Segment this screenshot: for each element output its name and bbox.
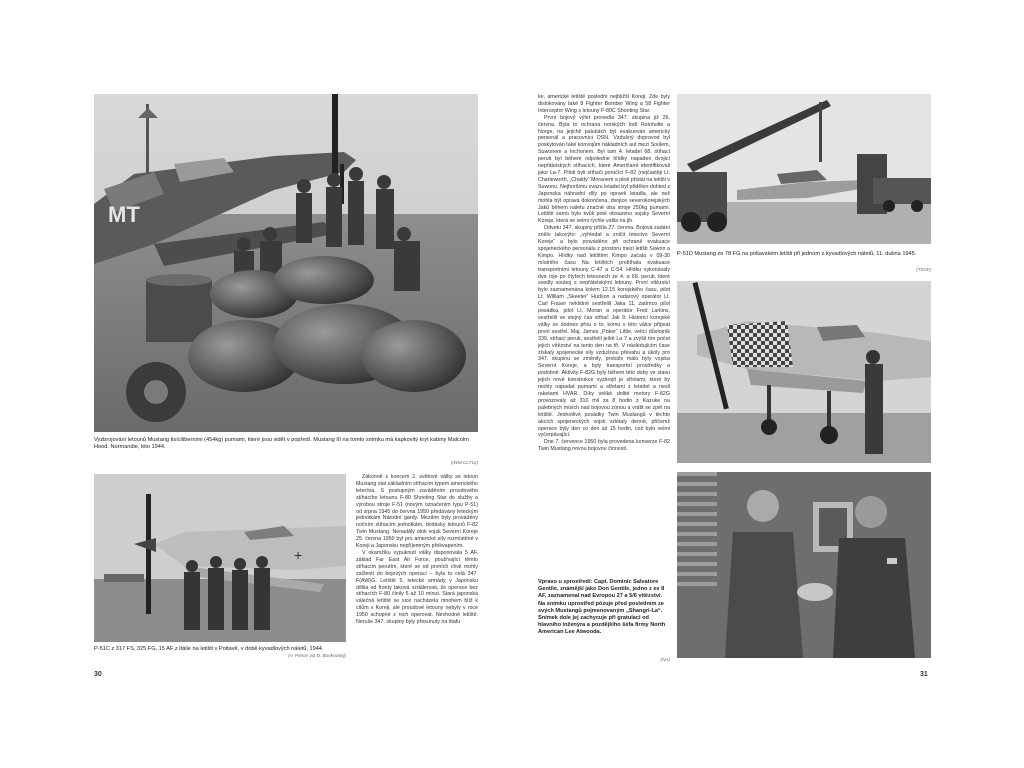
- photo-3-p51d-crane: [677, 94, 931, 244]
- photo-5-caption: Vpravo u zprostředí: Capt. Dominic Salvatore Gentile, známější jako Don Gentile, jedno z es 8 AF, zaznamenal nad Evropou 27 a 5/6 vítězství. Na snímku uprostřed pózuje před posledním ze svých Mustangů pojmenovaným „Shangri-La“. Snímek dole jej zachycuje při gratulaci od hlavního inženýra a pozdějšího šéfa firmy North American Lee Atwooda.: [538, 579, 666, 636]
- photo-3-credit: (TSAF): [916, 267, 931, 272]
- left-paragraph: Zákonně s koncem 2. světové války se letoun Mustang stal základním stíhacím typem amerického letectva. S postupným zaváděním proudového stíhacího letounu F-80 Shooting Star do služby a výrobou stroje F-51 (novým označením typu P-51) od srpna 1945 do června 1950 předávány leteckým jednotkám Národní gardy. Mezitím byly prováděny nočním stíhacím jednotkám, dodávky letounů F-82 Twin Mustang. Nenadálý útok vojsk Severní Koreje 25. června 1950 byl pro americké síly rozmístěné v Koreji a Japonsku nepříjemným překvapením.: [356, 474, 478, 550]
- svg-text:MT: MT: [108, 202, 140, 227]
- middle-paragraph: První bojový výlet provedla 347. skupina již 26. června. Byla to ochrana norských lodí Reinholte a Norge, na jejichž palubách byl evakuován americký personál a pracovníci OSN. Vzdušný doprovod byl poskytován také konvojům nákladních aut mezi Soulem, Suwonem a Inchonem. Byl tam 4. letadel 68. stíhací peruti byl během odpoledne hlídky napaden dvojicí nepřátelských stíhacích, které Američané identifikovali jako La-7. Piloti byli stíhači poručíci F-82 (nejčastěji Lt. Charleworth, „Chaldy“ Moranem a plně přistál na letišti v Suwonu. Nejhoršímu svazu letadel byl přidělen dohled z Japonska náhradní díly po opravě letadla, ale než mohla být oprava dokončena, dvojice severokorejských Jaků během náletu značně oba stroje 250kg pumami. Letiště samo bylo kvůli poté obsazeno vojsky Severní Koreje, která se velmi rychle valila na jih.: [538, 114, 670, 225]
- middle-paragraph: Odvetu 347. skupiny přišla 27. června. Bojová zadání znělo takovýto: „vyhledat a zničit letectvo Severní Koreje“ a bylo prováděno při ochraně evakuace spojeneckého personálu z prostoru mezi letišti Suwon a Kimpo. Hlídky nad letištěm Kimpo začala v 09-30 místního času Na letištích probíhala evakuace transportními letouny C-47 a C-54. Hlídku vykonávaly dva roje po čtyřech letounech ze 4. a 68. peruti, které svedly souboj s nepřátelskými letouny. První vítězství bylo zaznamenána kolem 12.15 korejského času, pilot Lt. William „Skeeter“ Hudson a radarový operátor Lt. Carl Fraser neklidně sestřelili Jaka 11, zatímco pilot posádka, pilot Lt. Moran a operátor Fred Larkins, sestřelili ve stejný čas stíhač Jak 9. Historici korejské války se dodnes přou o to, komu v této válce připsat první sestřel. Maj. James „Poker“ Little, velící důstojník 339. stíhací peruti, sestřelil ještě La 7 a zvýšil tím počet jejich vítězství na tento den na tři. V následujícím čase získaly spojenecké síly vzdušnou převahu a úkoly pro 347. skupinu se změnily, protože málo byly vojska Severní Koreje, a byly transportní prostředky a podobně. Aktivity F-82G byly během této doby ve stavu jejich nové konstrukce vyzbrojit je střelami, které by mohly napadat pumami a střelami z letadel a nesli raketami HVAR. Díky veliké dolité motory F-82G provozovaly až 310 mil za 8 hodin z Kazuke na palebných misích nad bojovou zónou a vrátit se zpět na letiště. Jednotlivé posádky Twin Mustangů v těchto akcích spojeneckých vojsk vzlétaly denně, přičemž operace byly den co den až 15 hodin, což bylo velmi vyčerpávající.: [538, 225, 670, 439]
- photo-2-p51c-poltava: [94, 474, 346, 642]
- photo-5-gentile-handshake: [677, 472, 931, 658]
- left-text-column: [356, 474, 478, 664]
- photo-5-credit: (NA): [660, 657, 670, 662]
- photo-1-armorers-loading-bombs: [94, 94, 478, 432]
- photo-2-caption: P-51C z 317 FS, 325 FG, 15 AF z Itálie na letišti v Poltavě, v době kyvadlových náletů, 1944.: [94, 646, 324, 652]
- photo-1-caption: Vyzbrojování letounů Mustang tisícilibernimi (454kg) pumami, které jsou vidět v popředí. Mustang III na tomto snímku má kapkovitý kryt kabiny Malcolm Hood. Normandie, léto 1944.: [94, 437, 469, 451]
- middle-paragraph: ke, americké letiště poslední nejbližší Koreji. Zde byly dislokovány také 8 Fighter Bomber Wing a 58 Fighter Interceptor Wing s letouny F-80C Shooting Star.: [538, 94, 670, 114]
- photo-2-credit: (V. Petrov via D. Bonkovskij): [288, 653, 346, 658]
- middle-paragraph: Dne 7. července 1950 byla provedena konverze F-82 Twin Mustang novou bojovou činností.: [538, 439, 670, 453]
- photo-3-caption: P-51D Mustang ze 78 FG na poltavském letišti při jednom z kyvadlových náletů, 11. dubna 1945.: [677, 251, 917, 257]
- photo-1-credit: (IWM CL712): [450, 460, 478, 465]
- svg-text:+: +: [294, 547, 303, 563]
- left-paragraph: V okamžiku vypuknutí války disponovala 5 AF, základ Far East Air Force, používající těmto stíhacím perutím, které se od prvních chvil mohly začlenit do bojových operací – byla to celá 347. F(AW)G. Letiště 5. letecké armády v Japonsku dělila od fronty taková vzdálenost, že operace bez stíhacích F-80 činily 5 až 10 minut. Stará japonská válečná letiště se sice nacházela mnohem blíž k cílům v Koreji, ale proudové letouny nebyly v roce 1950 schopné z nich operovat. Nevhodné letiště. Neruše 347. skupiny byly přesunuty na štafu: [356, 549, 478, 626]
- photo-4-p51d-checkered-nose: [677, 281, 931, 463]
- page-number-right: 31: [920, 671, 928, 678]
- page-number-left: 30: [94, 671, 102, 678]
